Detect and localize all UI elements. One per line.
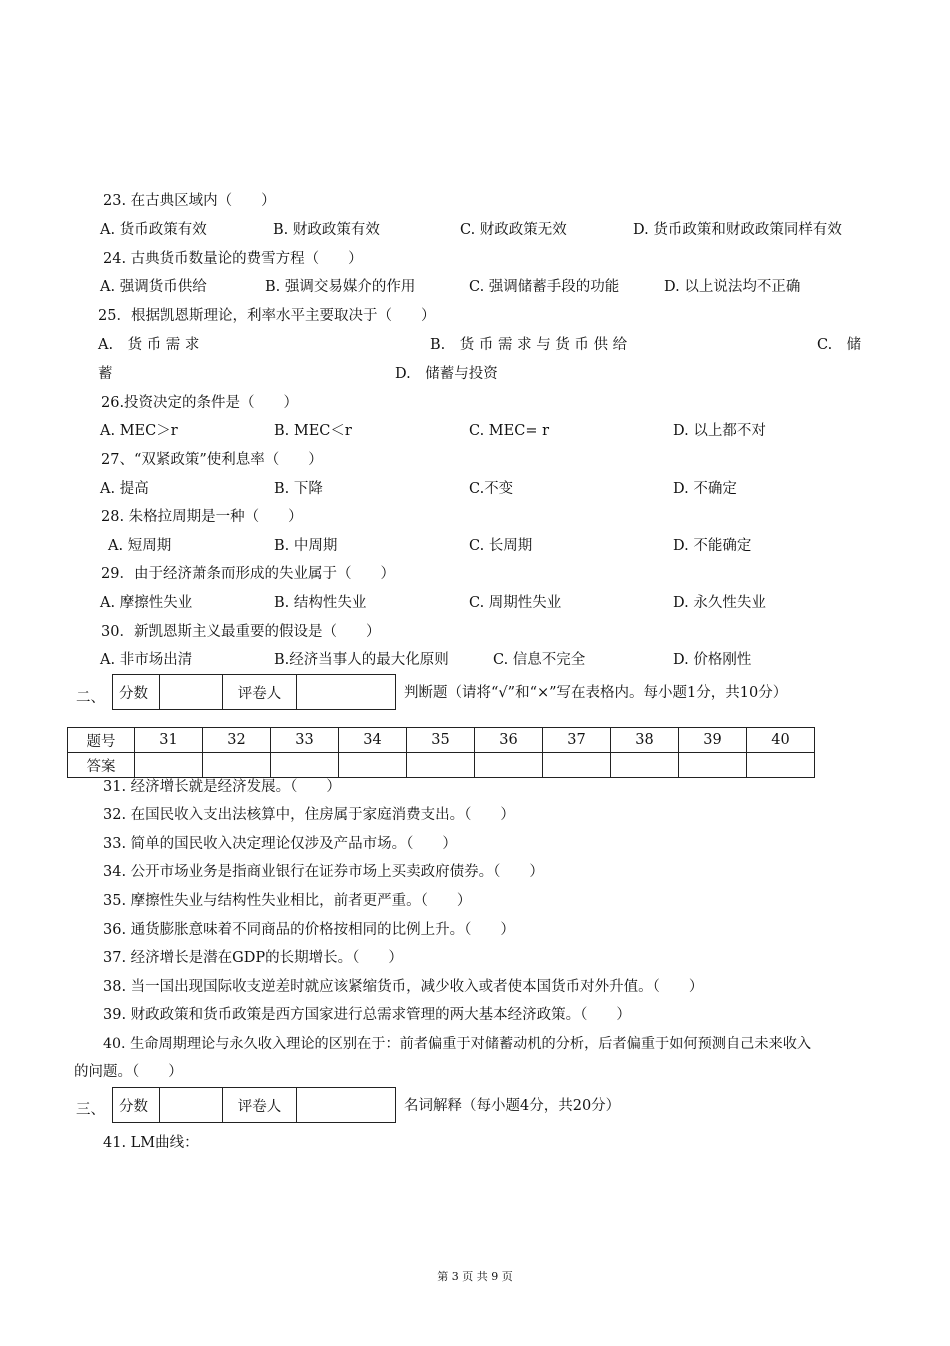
answer-cell-40[interactable] — [747, 753, 815, 778]
table-number-40: 40 — [747, 728, 815, 753]
section-3-number: 三、 — [76, 1102, 105, 1118]
option-28a: A. 短周期 — [108, 538, 172, 554]
option-24c: C. 强调储蓄手段的功能 — [469, 279, 620, 295]
table-number-38: 38 — [611, 728, 679, 753]
answer-cell-38[interactable] — [611, 753, 679, 778]
grader-cell[interactable] — [297, 1088, 396, 1123]
question-25: 25．根据凯恩斯理论，利率水平主要取决于（ ） — [98, 308, 436, 324]
option-25b: B. 货 币 需 求 与 货 币 供 给 — [430, 337, 628, 353]
option-30a: A. 非市场出清 — [100, 652, 193, 668]
table-header-label: 题号 — [68, 728, 135, 753]
option-25a: A. 货 币 需 求 — [98, 337, 200, 353]
tf-question-33: 33. 简单的国民收入决定理论仅涉及产品市场。（ ） — [103, 836, 457, 852]
option-29d: D. 永久性失业 — [673, 595, 766, 611]
section-2-title: 判断题（请将“√”和“×”写在表格内。每小题1分，共10分） — [404, 685, 788, 701]
score-cell[interactable] — [160, 1088, 223, 1123]
score-label: 分数 — [113, 1088, 160, 1123]
option-25c: C. 储 — [817, 337, 862, 353]
section-2-number: 二、 — [76, 690, 105, 706]
question-29: 29．由于经济萧条而形成的失业属于（ ） — [101, 566, 395, 582]
question-23: 23. 在古典区域内（ ） — [103, 193, 276, 209]
tf-question-32: 32. 在国民收入支出法核算中，住房属于家庭消费支出。（ ） — [103, 807, 515, 823]
option-26c: C. MEC= r — [469, 423, 550, 439]
answer-table — [67, 727, 815, 778]
tf-question-36: 36. 通货膨胀意味着不同商品的价格按相同的比例上升。（ ） — [103, 922, 515, 938]
option-30c: C. 信息不完全 — [493, 652, 586, 668]
question-41: 41. LM曲线： — [103, 1135, 199, 1151]
tf-question-40: 40. 生命周期理论与永久收入理论的区别在于：前者偏重于对储蓄动机的分析，后者偏重于如何预测自己未来收入 — [103, 1036, 812, 1052]
tf-question-37: 37. 经济增长是潜在GDP的长期增长。（ ） — [103, 950, 403, 966]
tf-question-38: 38. 当一国出现国际收支逆差时就应该紧缩货币，减少收入或者使本国货币对外升值。（ ） — [103, 979, 704, 995]
option-24d: D. 以上说法均不正确 — [664, 279, 801, 295]
option-24a: A. 强调货币供给 — [100, 279, 207, 295]
table-number-31: 31 — [135, 728, 203, 753]
tf-question-35: 35. 摩擦性失业与结构性失业相比，前者更严重。（ ） — [103, 893, 472, 909]
option-27a: A. 提高 — [100, 481, 149, 497]
option-23d: D. 货币政策和财政政策同样有效 — [633, 222, 842, 238]
option-27b: B. 下降 — [274, 481, 323, 497]
option-30b: B.经济当事人的最大化原则 — [274, 652, 449, 668]
tf-question-40-cont: 的问题。（ ） — [74, 1064, 183, 1080]
answer-cell-34[interactable] — [339, 753, 407, 778]
table-answer-label: 答案 — [68, 753, 135, 778]
option-25c-cont: 蓄 — [98, 366, 113, 382]
question-26: 26.投资决定的条件是（ ） — [101, 395, 299, 411]
table-number-39: 39 — [679, 728, 747, 753]
tf-question-34: 34. 公开市场业务是指商业银行在证券市场上买卖政府债券。（ ） — [103, 864, 544, 880]
option-29a: A. 摩擦性失业 — [100, 595, 193, 611]
answer-cell-35[interactable] — [407, 753, 475, 778]
tf-question-39: 39. 财政政策和货币政策是西方国家进行总需求管理的两大基本经济政策。（ ） — [103, 1007, 631, 1023]
option-23c: C. 财政政策无效 — [460, 222, 567, 238]
option-28d: D. 不能确定 — [673, 538, 752, 554]
page-footer: 第 3 页 共 9 页 — [437, 1270, 513, 1283]
option-27d: D. 不确定 — [673, 481, 737, 497]
grader-label: 评卷人 — [223, 675, 297, 710]
option-26b: B. MEC＜r — [274, 423, 352, 439]
question-28: 28. 朱格拉周期是一种（ ） — [101, 509, 303, 525]
section-3-title: 名词解释（每小题4分，共20分） — [404, 1098, 621, 1114]
option-27c: C.不变 — [469, 481, 514, 497]
option-26a: A. MEC＞r — [100, 423, 178, 439]
option-25d: D. 储蓄与投资 — [395, 366, 498, 382]
question-24: 24. 古典货币数量论的费雪方程（ ） — [103, 251, 363, 267]
answer-cell-33[interactable] — [271, 753, 339, 778]
answer-table-header-row — [68, 728, 815, 753]
grader-cell[interactable] — [297, 675, 396, 710]
option-28b: B. 中周期 — [274, 538, 338, 554]
answer-cell-32[interactable] — [203, 753, 271, 778]
table-number-37: 37 — [543, 728, 611, 753]
section-3-score-box — [112, 1087, 396, 1123]
answer-cell-37[interactable] — [543, 753, 611, 778]
section-2-score-box — [112, 674, 396, 710]
answer-table-answer-row — [68, 753, 815, 778]
option-23a: A. 货币政策有效 — [100, 222, 207, 238]
option-30d: D. 价格刚性 — [673, 652, 752, 668]
score-label: 分数 — [113, 675, 160, 710]
option-24b: B. 强调交易媒介的作用 — [265, 279, 416, 295]
answer-cell-36[interactable] — [475, 753, 543, 778]
table-number-33: 33 — [271, 728, 339, 753]
tf-question-31: 31. 经济增长就是经济发展。（ ） — [103, 779, 341, 795]
grader-label: 评卷人 — [223, 1088, 297, 1123]
option-29c: C. 周期性失业 — [469, 595, 562, 611]
table-number-34: 34 — [339, 728, 407, 753]
option-26d: D. 以上都不对 — [673, 423, 766, 439]
answer-cell-39[interactable] — [679, 753, 747, 778]
answer-cell-31[interactable] — [135, 753, 203, 778]
table-number-36: 36 — [475, 728, 543, 753]
table-number-32: 32 — [203, 728, 271, 753]
score-cell[interactable] — [160, 675, 223, 710]
option-23b: B. 财政政策有效 — [273, 222, 380, 238]
option-29b: B. 结构性失业 — [274, 595, 367, 611]
question-27: 27、“双紧政策”使利息率（ ） — [101, 452, 323, 468]
question-30: 30．新凯恩斯主义最重要的假设是（ ） — [101, 624, 381, 640]
option-28c: C. 长周期 — [469, 538, 533, 554]
table-number-35: 35 — [407, 728, 475, 753]
